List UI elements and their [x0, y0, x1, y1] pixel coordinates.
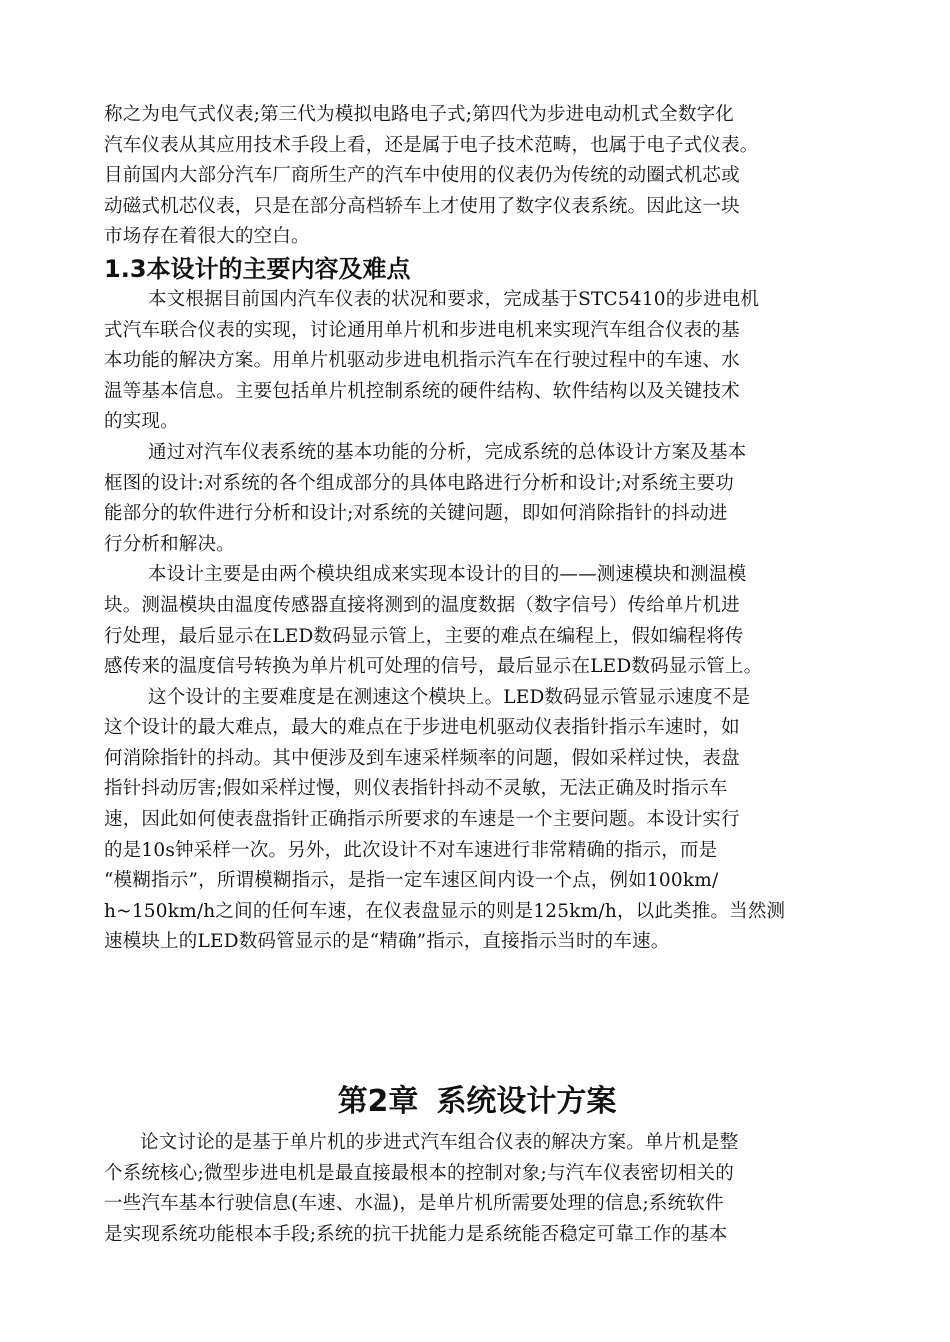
paragraph-2	[104, 438, 850, 560]
text-line: 本设计主要是由两个模块组成来实现本设计的目的——测速模块和测温模	[148, 564, 747, 586]
text-line: 市场存在着很大的空白。	[104, 226, 310, 248]
text-line: 一些汽车基本行驶信息(车速、水温)，是单片机所需要处理的信息;系统软件	[104, 1193, 724, 1215]
text-line: 感传来的温度信号转换为单片机可处理的信号，最后显示在LED数码显示管上。	[104, 656, 763, 678]
chapter-heading	[104, 1082, 850, 1122]
section-heading: 1.3本设计的主要内容及难点	[104, 254, 411, 283]
paragraph-1	[104, 285, 850, 438]
text-line: 式汽车联合仪表的实现，讨论通用单片机和步进电机来实现汽车组合仪表的基	[104, 319, 740, 341]
text-line: 这个设计的最大难点，最大的难点在于步进电机驱动仪表指针指示车速时，如	[104, 717, 740, 739]
text-line: “模糊指示”，所谓模糊指示，是指一定车速区间内设一个点，例如100km/	[104, 870, 719, 892]
chapter-title: 系统设计方案	[436, 1084, 617, 1120]
text-line: 速，因此如何使表盘指针正确指示所要求的车速是一个主要问题。本设计实行	[104, 809, 740, 831]
text-line: 个系统核心;微型步进电机是最直接最根本的控制对象;与汽车仪表密切相关的	[104, 1162, 734, 1184]
text-line: 框图的设计:对系统的各个组成部分的具体电路进行分析和设计;对系统主要功	[104, 472, 734, 494]
text-line: 能部分的软件进行分析和设计;对系统的关键问题，即如何消除指针的抖动进	[104, 503, 728, 525]
intro-paragraph	[104, 100, 850, 253]
text-line: 动磁式机芯仪表，只是在部分高档轿车上才使用了数字仪表系统。因此这一块	[104, 195, 740, 217]
text-line: 的是10s钟采样一次。另外，此次设计不对车速进行非常精确的指示，而是	[104, 839, 718, 861]
text-line: 汽车仪表从其应用技术手段上看，还是属于电子技术范畴，也属于电子式仪表。	[104, 134, 759, 156]
text-line: 的实现。	[104, 411, 179, 433]
text-line: 称之为电气式仪表;第三代为模拟电路电子式;第四代为步进电动机式全数字化	[104, 104, 734, 125]
text-line: 本功能的解决方案。用单片机驱动步进电机指示汽车在行驶过程中的车速、水	[104, 350, 740, 372]
text-line: 行处理，最后显示在LED数码显示管上，主要的难点在编程上，假如编程将传	[104, 625, 744, 647]
text-line: 指针抖动厉害;假如采样过慢，则仪表指针抖动不灵敏，无法正确及时指示车	[104, 778, 728, 800]
text-line: 这个设计的主要难度是在测速这个模块上。LED数码显示管显示速度不是	[148, 686, 751, 708]
text-line: 目前国内大部分汽车厂商所生产的汽车中使用的仪表仍为传统的动圈式机芯或	[104, 165, 740, 187]
text-line: 块。测温模块由温度传感器直接将测到的温度数据（数字信号）传给单片机进	[104, 594, 740, 616]
text-line: 通过对汽车仪表系统的基本功能的分析，完成系统的总体设计方案及基本	[148, 441, 747, 463]
paragraph-4	[104, 683, 850, 958]
text-line: 速模块上的LED数码管显示的是“精确”指示，直接指示当时的车速。	[104, 931, 670, 953]
text-line: 行分析和解决。	[104, 533, 235, 555]
text-line: 本文根据目前国内汽车仪表的状况和要求，完成基于STC5410的步进电机	[148, 288, 760, 310]
text-line: 论文讨论的是基于单片机的步进式汽车组合仪表的解决方案。单片机是整	[140, 1132, 739, 1154]
chapter-paragraph	[104, 1128, 850, 1250]
text-line: h~150km/h之间的任何车速，在仪表盘显示的则是125km/h，以此类推。当然测	[104, 900, 786, 922]
text-line: 温等基本信息。主要包括单片机控制系统的硬件结构、软件结构以及关键技术	[104, 380, 740, 402]
text-line: 何消除指针的抖动。其中便涉及到车速采样频率的问题，假如采样过快，表盘	[104, 747, 740, 769]
chapter-number: 第2章	[337, 1084, 419, 1120]
document-page	[104, 100, 850, 1250]
text-line: 是实现系统功能根本手段;系统的抗干扰能力是系统能否稳定可靠工作的基本	[104, 1223, 728, 1245]
paragraph-3	[104, 560, 850, 682]
